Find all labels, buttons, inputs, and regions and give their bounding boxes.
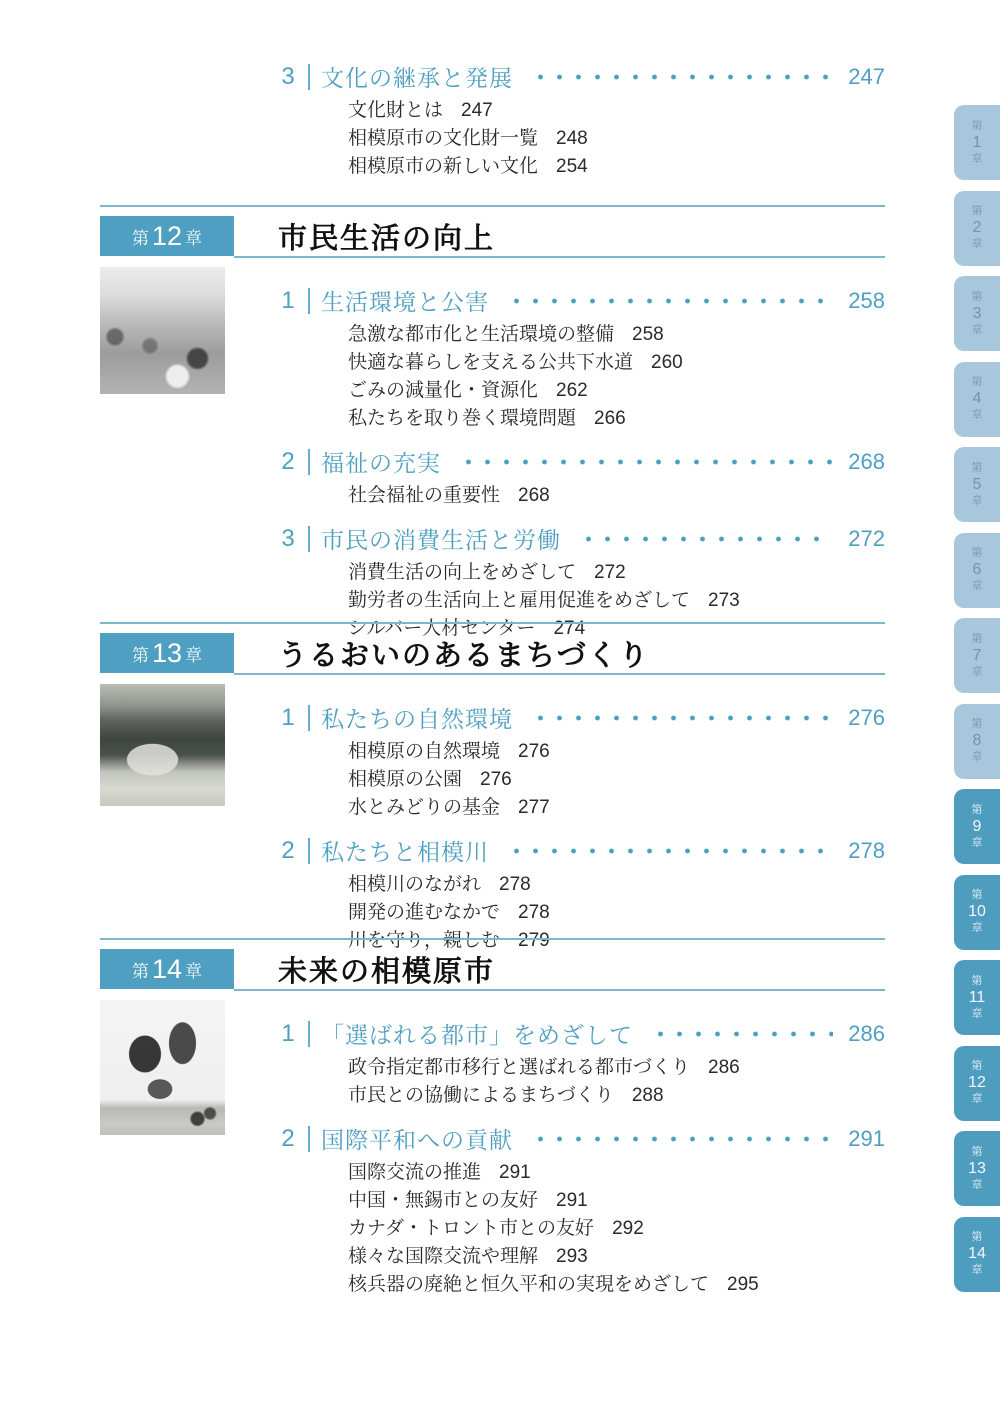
subsection-entry bbox=[348, 1082, 885, 1110]
tab-number: 6 bbox=[972, 561, 982, 578]
chapter-side-tab bbox=[954, 447, 1000, 522]
tab-suffix: 章 bbox=[971, 580, 983, 592]
section-title: 国際平和への貢献 bbox=[321, 1127, 513, 1153]
chapter-side-tab bbox=[954, 1217, 1000, 1292]
chapter-title-row bbox=[234, 216, 885, 258]
chapter-photo bbox=[100, 1000, 225, 1135]
toc-section-heading bbox=[278, 1122, 885, 1155]
dot-leader bbox=[527, 705, 833, 731]
subsection-page-number: 268 bbox=[518, 485, 550, 506]
tab-suffix: 章 bbox=[971, 323, 983, 336]
tab-suffix: 章 bbox=[971, 751, 983, 763]
chapter-photo bbox=[100, 267, 225, 394]
subsection-title: 相模原の自然環境 bbox=[348, 741, 501, 762]
subsection-entry bbox=[348, 559, 885, 587]
tab-prefix: 第 bbox=[971, 290, 983, 303]
subsection-title: 消費生活の向上をめざして bbox=[348, 562, 577, 583]
tab-prefix: 第 bbox=[971, 718, 983, 730]
subsection-title: 国際交流の推進 bbox=[348, 1162, 482, 1183]
subsection-title: 文化財とは bbox=[348, 100, 444, 121]
subsection-entry bbox=[348, 1215, 885, 1243]
subsection-title: 相模原の公園 bbox=[348, 769, 463, 790]
tab-prefix: 第 bbox=[971, 1145, 983, 1158]
tab-number: 14 bbox=[968, 1245, 986, 1262]
chapter-side-tab bbox=[954, 704, 1000, 779]
subsection-entry bbox=[348, 125, 885, 153]
toc-section-heading bbox=[278, 834, 885, 867]
toc-section-heading bbox=[278, 522, 885, 555]
subsection-title: 快適な暮らしを支える公共下水道 bbox=[348, 352, 634, 373]
chapter-number-badge bbox=[100, 633, 234, 673]
tab-number: 1 bbox=[972, 133, 982, 151]
chapter-title: 市民生活の向上 bbox=[278, 222, 496, 255]
subsection-entry bbox=[348, 587, 885, 615]
chapter-body bbox=[100, 264, 885, 643]
subsection-list bbox=[278, 734, 885, 822]
chapter-side-tab bbox=[954, 276, 1000, 351]
chapter-number-badge bbox=[100, 949, 234, 989]
tab-suffix: 章 bbox=[971, 922, 983, 934]
chapter-header bbox=[100, 216, 885, 258]
chapter-number-badge bbox=[100, 216, 234, 256]
tab-suffix: 章 bbox=[971, 152, 983, 165]
subsection-page-number: 262 bbox=[556, 380, 588, 401]
dot-leader bbox=[575, 526, 833, 552]
tab-prefix: 第 bbox=[971, 889, 983, 901]
chapter-side-tab bbox=[954, 105, 1000, 180]
section-divider-bar bbox=[308, 1126, 310, 1152]
section-page-number: 247 bbox=[848, 63, 885, 89]
subsection-page-number: 288 bbox=[631, 1085, 664, 1106]
toc-section-heading bbox=[278, 1017, 885, 1050]
section-title: 生活環境と公害 bbox=[321, 289, 489, 315]
subsection-page-number: 258 bbox=[632, 324, 664, 345]
chapter-badge-number: 14 bbox=[151, 953, 183, 984]
subsection-page-number: 293 bbox=[556, 1246, 588, 1267]
toc-section-heading bbox=[278, 701, 885, 734]
chapter-side-tab bbox=[954, 875, 1000, 950]
subsection-page-number: 277 bbox=[518, 797, 550, 818]
section-divider-bar bbox=[308, 64, 310, 90]
subsection-page-number: 276 bbox=[518, 741, 550, 762]
chapter-title: 未来の相模原市 bbox=[278, 955, 496, 988]
tab-suffix: 章 bbox=[971, 238, 983, 250]
chapter-block bbox=[100, 205, 885, 655]
tab-prefix: 第 bbox=[971, 632, 983, 645]
dot-leader bbox=[503, 838, 833, 864]
subsection-title: 勤労者の生活向上と雇用促進をめざして bbox=[348, 590, 691, 611]
section-divider-bar bbox=[308, 1021, 310, 1047]
subsection-entry bbox=[348, 899, 885, 927]
section-title: 私たちと相模川 bbox=[321, 839, 489, 865]
dot-leader bbox=[527, 1126, 833, 1152]
subsection-title: 中国・無錫市との友好 bbox=[348, 1190, 539, 1211]
section-page-number: 268 bbox=[848, 448, 885, 474]
chapter-side-tab bbox=[954, 533, 1000, 608]
tab-prefix: 第 bbox=[971, 119, 983, 132]
tab-number: 3 bbox=[972, 304, 982, 322]
tab-number: 9 bbox=[972, 817, 982, 835]
subsection-title: ごみの減量化・資源化 bbox=[348, 380, 539, 401]
subsection-page-number: 276 bbox=[480, 769, 512, 790]
section-title: 「選ばれる都市」をめざして bbox=[321, 1022, 633, 1048]
subsection-title: 市民との協働によるまちづくり bbox=[348, 1085, 614, 1106]
section-title: 文化の継承と発展 bbox=[321, 65, 513, 91]
section-divider-bar bbox=[308, 526, 310, 552]
chapter-title-row bbox=[234, 633, 885, 675]
section-divider-bar bbox=[308, 288, 310, 314]
chapter-badge-number: 12 bbox=[151, 220, 183, 251]
subsection-title: 相模原市の文化財一覧 bbox=[348, 128, 539, 149]
section-number: 1 bbox=[281, 286, 295, 314]
chapter-badge-prefix: 第 bbox=[131, 645, 149, 665]
subsection-entry bbox=[348, 97, 885, 125]
tab-prefix: 第 bbox=[971, 1231, 983, 1243]
chapter-block bbox=[100, 938, 885, 1311]
toc-section-heading bbox=[278, 284, 885, 317]
subsection-title: 水とみどりの基金 bbox=[348, 797, 501, 818]
subsection-title: 政令指定都市移行と選ばれる都市づくり bbox=[348, 1057, 691, 1078]
subsection-entry bbox=[348, 1187, 885, 1215]
subsection-title: 開発の進むなかで bbox=[348, 902, 501, 923]
dot-leader bbox=[455, 449, 833, 475]
subsection-entry bbox=[348, 405, 885, 433]
chapter-side-tab bbox=[954, 362, 1000, 437]
tab-suffix: 章 bbox=[971, 1093, 983, 1105]
chapter-body bbox=[100, 997, 885, 1299]
subsection-title: 急激な都市化と生活環境の整備 bbox=[348, 324, 615, 345]
tab-number: 12 bbox=[968, 1074, 986, 1091]
section-title: 私たちの自然環境 bbox=[321, 706, 513, 732]
tab-prefix: 第 bbox=[971, 376, 983, 388]
toc-section bbox=[278, 834, 885, 955]
chapter-badge-prefix: 第 bbox=[131, 961, 149, 981]
section-page-number: 291 bbox=[848, 1125, 885, 1151]
tab-suffix: 章 bbox=[971, 1264, 983, 1276]
subsection-page-number: 291 bbox=[556, 1190, 588, 1211]
subsection-page-number: 295 bbox=[727, 1274, 759, 1295]
tab-suffix: 章 bbox=[971, 494, 983, 507]
subsection-page-number: 266 bbox=[594, 408, 626, 429]
chapter-badge-suffix: 章 bbox=[185, 228, 203, 248]
chapter-sections bbox=[278, 264, 885, 643]
lead-section-container bbox=[278, 60, 885, 193]
subsection-entry bbox=[348, 377, 885, 405]
section-number: 2 bbox=[281, 836, 295, 864]
chapter-side-tab bbox=[954, 191, 1000, 266]
subsection-entry bbox=[348, 1159, 885, 1187]
subsection-title: 私たちを取り巻く環境問題 bbox=[348, 408, 577, 429]
subsection-entry bbox=[348, 766, 885, 794]
chapter-title: うるおいのあるまちづくり bbox=[278, 639, 650, 672]
section-page-number: 272 bbox=[848, 525, 885, 551]
tab-prefix: 第 bbox=[971, 547, 983, 559]
subsection-list bbox=[278, 1050, 885, 1110]
chapter-sections bbox=[278, 997, 885, 1299]
section-number: 1 bbox=[281, 1019, 295, 1047]
toc-section bbox=[278, 284, 885, 433]
chapter-header bbox=[100, 633, 885, 675]
chapter-badge-suffix: 章 bbox=[185, 645, 203, 665]
subsection-page-number: 291 bbox=[499, 1162, 531, 1183]
tab-prefix: 第 bbox=[971, 803, 983, 816]
section-title: 市民の消費生活と労働 bbox=[321, 527, 561, 553]
subsection-title: 様々な国際交流や理解 bbox=[348, 1246, 539, 1267]
section-number: 3 bbox=[281, 524, 295, 552]
subsection-title: 相模原市の新しい文化 bbox=[348, 156, 539, 177]
chapter-badge-number: 13 bbox=[151, 637, 183, 668]
tab-suffix: 章 bbox=[971, 1007, 983, 1020]
subsection-page-number: 273 bbox=[708, 590, 740, 611]
toc-section bbox=[278, 445, 885, 510]
subsection-page-number: 274 bbox=[553, 618, 586, 639]
subsection-title: シルバー人材センター bbox=[348, 618, 536, 639]
section-number: 2 bbox=[281, 447, 295, 475]
subsection-entry bbox=[348, 871, 885, 899]
dot-leader bbox=[503, 288, 833, 314]
section-divider-bar bbox=[308, 838, 310, 864]
subsection-page-number: 272 bbox=[594, 562, 626, 583]
subsection-page-number: 286 bbox=[708, 1057, 740, 1078]
subsection-title: 社会福祉の重要性 bbox=[348, 485, 501, 506]
section-page-number: 286 bbox=[848, 1020, 885, 1046]
subsection-title: 相模川のながれ bbox=[348, 874, 482, 895]
chapter-block bbox=[100, 622, 885, 967]
section-page-number: 276 bbox=[848, 704, 885, 730]
section-divider-bar bbox=[308, 705, 310, 731]
dot-leader bbox=[647, 1021, 833, 1047]
subsection-list bbox=[278, 93, 885, 181]
section-number: 3 bbox=[281, 62, 295, 90]
subsection-title: カナダ・トロント市との友好 bbox=[348, 1218, 595, 1239]
subsection-entry bbox=[348, 1054, 885, 1082]
section-page-number: 258 bbox=[848, 287, 885, 313]
subsection-page-number: 278 bbox=[499, 874, 531, 895]
chapter-side-tab bbox=[954, 1046, 1000, 1121]
toc-section bbox=[278, 1122, 885, 1299]
section-number: 1 bbox=[281, 703, 295, 731]
section-page-number: 278 bbox=[848, 837, 885, 863]
chapter-side-tab bbox=[954, 960, 1000, 1035]
tab-suffix: 章 bbox=[971, 409, 983, 421]
subsection-list bbox=[278, 1155, 885, 1299]
tab-prefix: 第 bbox=[971, 1060, 983, 1072]
chapter-side-tab bbox=[954, 789, 1000, 864]
subsection-page-number: 292 bbox=[612, 1218, 644, 1239]
chapter-side-tab bbox=[954, 618, 1000, 693]
toc-section bbox=[278, 1017, 885, 1110]
chapter-side-tab bbox=[954, 1131, 1000, 1206]
section-number: 2 bbox=[281, 1124, 295, 1152]
chapter-badge-prefix: 第 bbox=[131, 228, 149, 248]
subsection-list bbox=[278, 317, 885, 433]
subsection-entry bbox=[348, 1243, 885, 1271]
tab-number: 7 bbox=[972, 646, 982, 664]
toc-section bbox=[278, 60, 885, 181]
toc-section-heading bbox=[278, 445, 885, 478]
subsection-entry bbox=[348, 482, 885, 510]
tab-suffix: 章 bbox=[971, 836, 983, 849]
subsection-entry bbox=[348, 321, 885, 349]
chapter-photo bbox=[100, 684, 225, 806]
toc-section bbox=[278, 701, 885, 822]
tab-prefix: 第 bbox=[971, 974, 983, 987]
section-divider-bar bbox=[308, 449, 310, 475]
toc-section-heading bbox=[278, 60, 885, 93]
section-title: 福祉の充実 bbox=[321, 450, 441, 476]
subsection-title: 核兵器の廃絶と恒久平和の実現をめざして bbox=[348, 1274, 710, 1295]
tab-suffix: 章 bbox=[971, 1178, 983, 1191]
tab-prefix: 第 bbox=[971, 461, 983, 474]
chapter-sections bbox=[278, 681, 885, 955]
tab-number: 5 bbox=[972, 475, 982, 493]
chapter-header bbox=[100, 949, 885, 991]
tab-prefix: 第 bbox=[971, 205, 983, 217]
tab-number: 11 bbox=[968, 988, 986, 1006]
dot-leader bbox=[527, 64, 833, 90]
tab-number: 13 bbox=[968, 1159, 986, 1177]
tab-number: 4 bbox=[972, 390, 982, 407]
subsection-title: 川を守り，親しむ bbox=[348, 930, 501, 951]
subsection-entry bbox=[348, 349, 885, 377]
chapter-body bbox=[100, 681, 885, 955]
subsection-page-number: 279 bbox=[518, 930, 550, 951]
subsection-list bbox=[278, 478, 885, 510]
chapter-badge-suffix: 章 bbox=[185, 961, 203, 981]
subsection-page-number: 247 bbox=[461, 100, 493, 121]
subsection-entry bbox=[348, 153, 885, 181]
subsection-entry bbox=[348, 738, 885, 766]
chapter-title-row bbox=[234, 949, 885, 991]
tab-number: 10 bbox=[968, 903, 986, 920]
subsection-page-number: 248 bbox=[556, 128, 588, 149]
tab-number: 8 bbox=[972, 732, 982, 749]
tab-number: 2 bbox=[972, 219, 982, 236]
subsection-entry bbox=[348, 794, 885, 822]
subsection-entry bbox=[348, 1271, 885, 1299]
subsection-page-number: 260 bbox=[651, 352, 683, 373]
subsection-page-number: 278 bbox=[518, 902, 550, 923]
tab-suffix: 章 bbox=[971, 665, 983, 678]
subsection-page-number: 254 bbox=[556, 156, 588, 177]
